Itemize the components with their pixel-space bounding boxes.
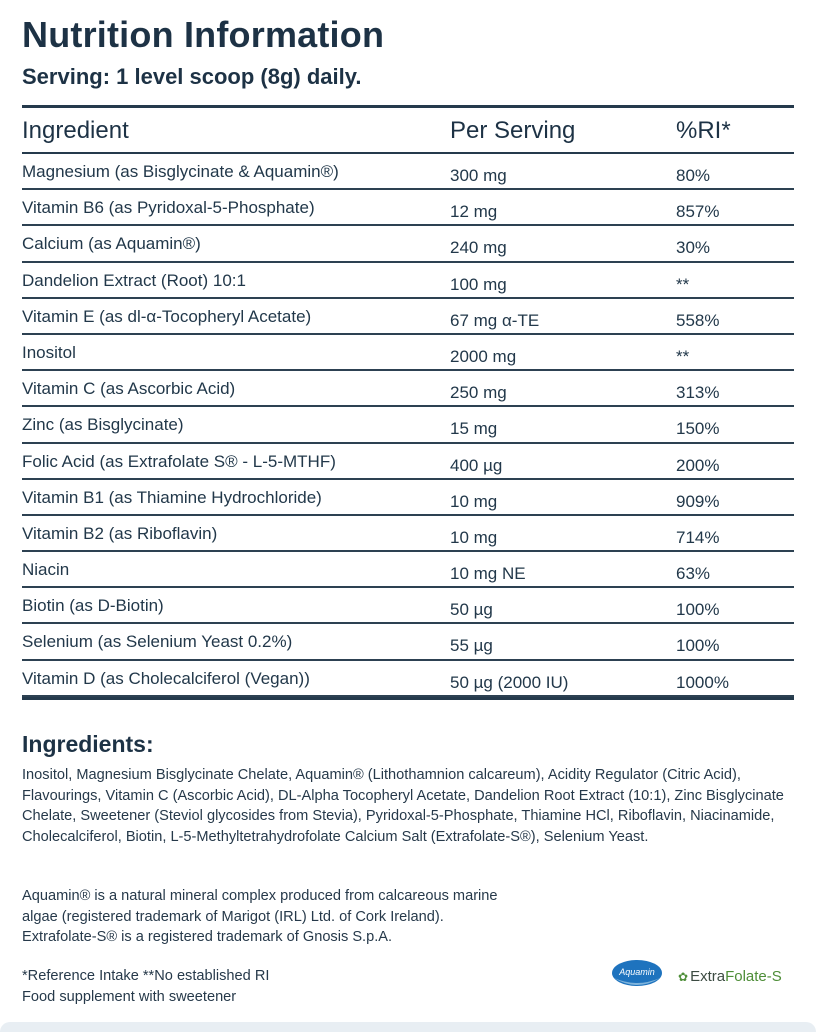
per-serving-value: 67 mg α-TE [450,310,540,330]
table-row [22,624,794,660]
per-serving-value: 10 mg [450,491,498,511]
table-row [22,154,794,190]
ingredient-name: Vitamin C (as Ascorbic Acid) [22,379,236,399]
ri-value: 100% [676,600,720,620]
table-row [22,299,794,335]
table-row [22,661,794,697]
per-serving-value: 55 µg [450,636,493,656]
ingredient-name: Selenium (as Selenium Yeast 0.2%) [22,632,293,652]
aquamin-logo-text: Aquamin [619,967,655,977]
ingredient-name: Vitamin B2 (as Riboflavin) [22,523,218,543]
nutrition-table [22,105,794,700]
table-row [22,552,794,588]
ingredient-name: Vitamin D (as Cholecalciferol (Vegan)) [22,668,310,688]
page-bottom-edge [0,1022,816,1032]
ingredients-list: Inositol, Magnesium Bisglycinate Chelate, Aquamin® (Lithothamnion calcareum), Acidity Regulator (Citric Acid), Flavourings, Vitamin C (Ascorbic Acid), DL-Alpha Tocopheryl Acetate, Dandelion Root Extract (10:1), Zinc Bisglycinate Chelate, Sweetener (Steviol glycosides from Stevia), Pyridoxal-5-Phosphate, Thiamine HCl, Riboflavin, Niacinamide, Cholecalciferol, Biotin, L-5-Methyltetrahydrofolate Calcium Salt (Extrafolate-S®), Selenium Yeast. [22,767,784,845]
ingredient-name: Calcium (as Aquamin®) [22,234,201,254]
ri-value: 1000% [676,672,729,692]
ingredient-name: Inositol [22,342,76,362]
aquamin-note-line-1: Aquamin® is a natural mineral complex produced from calcareous marine [22,888,498,904]
extrafolate-logo-extra: Extra [690,968,726,985]
ri-value: 150% [676,419,720,439]
header-ingredient: Ingredient [22,117,129,144]
ingredient-name: Zinc (as Bisglycinate) [22,415,184,435]
table-header [22,108,794,154]
table-row [22,371,794,407]
ri-value: 80% [676,166,711,185]
extrafolate-logo-folate: Folate-S [725,968,782,985]
footer-notes [22,966,269,1008]
per-serving-value: 100 mg [450,274,507,294]
table-row [22,588,794,624]
ingredient-name: Vitamin B1 (as Thiamine Hydrochloride) [22,487,322,507]
table-row [22,335,794,371]
ingredient-name: Folic Acid (as Extrafolate S® - L-5-MTHF) [22,451,336,471]
reference-intake-note: *Reference Intake **No established RI [22,968,270,984]
per-serving-value: 10 mg NE [450,564,526,584]
table-row [22,226,794,262]
extrafolate-note: Extrafolate-S® is a registered trademark of Gnosis S.p.A. [22,929,393,946]
leaf-icon: ✿ [678,970,689,984]
serving-size: Serving: 1 level scoop (8g) daily. [22,64,362,89]
per-serving-value: 300 mg [450,166,507,185]
aquamin-logo [610,958,664,994]
ingredient-name: Vitamin E (as dl-α-Tocopheryl Acetate) [22,306,312,326]
table-body [22,154,794,697]
per-serving-value: 2000 mg [450,346,517,366]
ingredients-heading: Ingredients: [22,731,154,757]
trademark-notes [22,886,622,948]
per-serving-value: 240 mg [450,238,507,258]
header-ri: %RI* [676,117,731,144]
ri-value: ** [676,274,690,294]
ri-value: 909% [676,491,720,511]
supplement-note: Food supplement with sweetener [22,989,237,1005]
ri-value: ** [676,346,690,366]
table-row [22,190,794,226]
per-serving-value: 15 mg [450,419,498,439]
ri-value: 63% [676,564,711,584]
page-title: Nutrition Information [22,14,385,55]
ingredient-name: Magnesium (as Bisglycinate & Aquamin®) [22,162,339,181]
ri-value: 558% [676,310,720,330]
ingredient-name: Niacin [22,560,70,580]
table-row [22,407,794,443]
ingredient-name: Dandelion Extract (Root) 10:1 [22,270,246,290]
aquamin-note-line-2: algae (registered trademark of Marigot (IRL) Ltd. of Cork Ireland). [22,908,444,925]
per-serving-value: 250 mg [450,383,507,403]
header-per-serving: Per Serving [450,117,576,144]
table-bottom-rule [22,697,794,700]
table-row [22,263,794,299]
table-row [22,516,794,552]
extrafolate-logo [678,968,782,985]
ri-value: 714% [676,527,720,547]
ri-value: 313% [676,383,720,403]
per-serving-value: 50 µg [450,600,493,620]
ri-value: 200% [676,455,720,475]
per-serving-value: 50 µg (2000 IU) [450,672,569,692]
ri-value: 30% [676,238,711,258]
ri-value: 857% [676,202,720,222]
table-row [22,480,794,516]
ingredient-name: Biotin (as D-Biotin) [22,596,164,616]
per-serving-value: 10 mg [450,527,498,547]
ingredient-name: Vitamin B6 (as Pyridoxal-5-Phosphate) [22,198,315,218]
per-serving-value: 400 µg [450,455,503,475]
per-serving-value: 12 mg [450,202,498,222]
table-row [22,444,794,480]
ri-value: 100% [676,636,720,656]
